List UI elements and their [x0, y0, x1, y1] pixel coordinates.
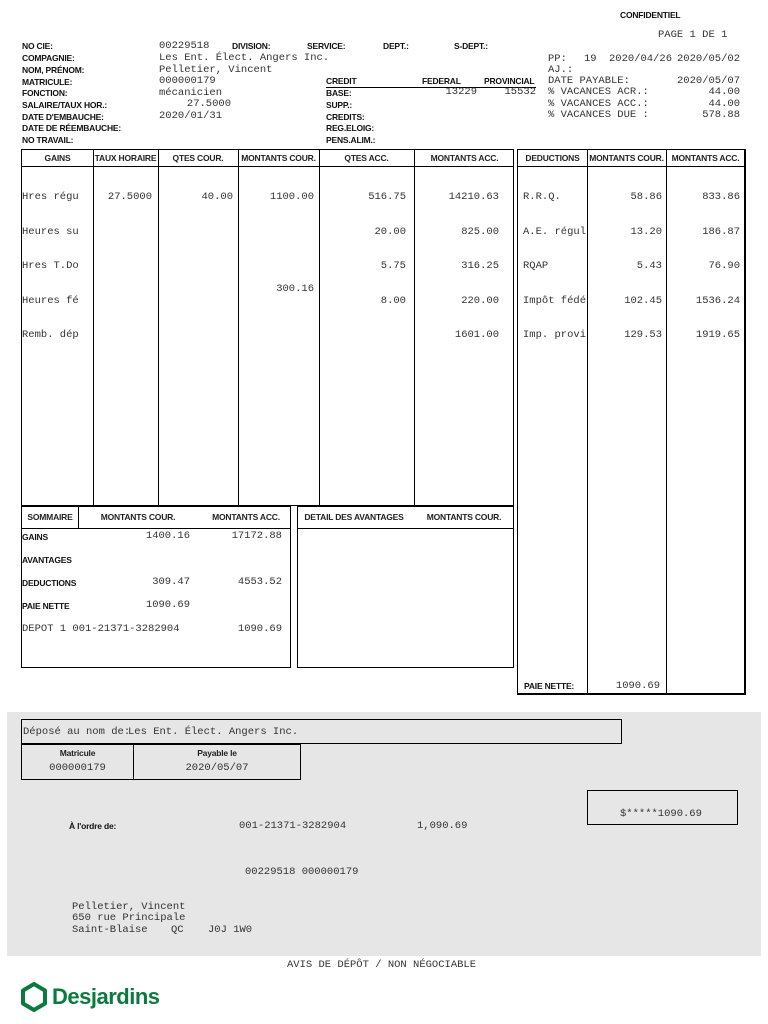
gains-row-montant: 1100.00: [269, 191, 314, 203]
addr-name: Pelletier, Vincent: [72, 901, 186, 913]
matricule-label: MATRICULE:: [22, 77, 73, 87]
pp-value: 19: [584, 53, 597, 65]
gains-header: GAINS: [44, 153, 71, 163]
no-cie-label: NO CIE:: [22, 41, 53, 51]
pens-alim-label: PENS.ALIM.:: [326, 135, 376, 145]
vac-acr-label: % VACANCES ACR.:: [548, 86, 649, 98]
salaire-label: SALAIRE/TAUX HOR.:: [22, 100, 108, 110]
taux-column: [94, 169, 152, 227]
base-provincial-value: 15532: [504, 86, 536, 98]
stub-payable-value: 2020/05/07: [185, 762, 249, 774]
deduction-row-acc: 76.90: [708, 260, 740, 272]
federal-label: FEDERAL: [422, 76, 461, 86]
montants-acc-header: MONTANTS ACC.: [430, 153, 499, 163]
ded-montants-acc-header: MONTANTS ACC.: [671, 153, 740, 163]
sommaire-header-divider: [22, 528, 290, 529]
micr-line: 00229518 000000179: [245, 866, 359, 878]
confidential-label: CONFIDENTIEL: [620, 10, 681, 20]
fonction-value: mécanicien: [159, 87, 223, 99]
amount-box: [587, 790, 738, 825]
pp-start: 2020/04/26: [609, 53, 673, 65]
division-label: DIVISION:: [232, 41, 271, 51]
deduction-row-acc: 1536.24: [695, 294, 740, 307]
depose-value: Les Ent. Élect. Angers Inc.: [128, 726, 299, 738]
sommaire-cour-header: MONTANTS COUR.: [100, 512, 176, 522]
deductions-names-column: [523, 169, 587, 365]
gains-row-montant-acc: 316.25: [461, 260, 499, 272]
compagnie-label: COMPAGNIE:: [22, 53, 75, 63]
deduction-row-name: R.R.Q.: [523, 191, 561, 203]
addr-postal: J0J 1W0: [208, 924, 253, 936]
deduction-row-name: A.E. régul: [523, 225, 587, 238]
deductions-paie-nette-value: 1090.69: [615, 680, 660, 692]
sdept-label: S-DEPT.:: [454, 41, 488, 51]
gains-row-montant-acc: 825.00: [461, 225, 499, 238]
service-label: SERVICE:: [307, 41, 346, 51]
avantages-table: [297, 506, 514, 668]
sommaire-deductions-cour: 309.47: [152, 576, 190, 588]
provincial-label: PROVINCIAL: [484, 76, 535, 86]
deductions-paie-nette-label: PAIE NETTE:: [524, 681, 575, 691]
sommaire-deductions-acc: 4553.52: [237, 576, 282, 588]
deduction-row-cour: 13.20: [630, 225, 662, 238]
fonction-label: FONCTION:: [22, 88, 68, 98]
montant-acc-column: [415, 169, 499, 365]
addr-street: 650 rue Principale: [72, 912, 186, 924]
ded-montants-cour-header: MONTANTS COUR.: [589, 153, 664, 163]
gains-row-qte-acc: 516.75: [368, 191, 406, 203]
gains-row-montant-acc: 1601.00: [454, 329, 499, 341]
sommaire-header: SOMMAIRE: [27, 512, 73, 522]
gains-row-montant: 300.16: [276, 283, 314, 295]
vac-acc-value: 44.00: [708, 98, 740, 110]
credit-label: CREDIT: [326, 76, 357, 86]
matricule-value: 000000179: [159, 75, 216, 87]
aj-label: AJ.:: [548, 64, 574, 76]
avantages-header-divider: [298, 528, 513, 529]
gains-row-qte: 40.00: [201, 191, 233, 203]
deduction-row-acc: 1919.65: [695, 329, 740, 341]
deductions-table: [517, 149, 746, 695]
gains-row-taux: 27.5000: [107, 191, 152, 203]
gains-row-montant-acc: 14210.63: [448, 191, 499, 203]
sommaire-avantages-label: AVANTAGES: [22, 555, 72, 565]
gains-row-qte-acc: 20.00: [374, 225, 406, 238]
stub-payable-label: Payable le: [197, 748, 237, 758]
depose-box: [21, 719, 622, 744]
deduction-row-cour: 58.86: [630, 191, 662, 203]
no-travail-label: NO TRAVAIL:: [22, 135, 74, 145]
matricule-payable-box: [21, 744, 301, 780]
page-total: 1: [721, 29, 728, 41]
nom-prenom-value: Pelletier, Vincent: [159, 64, 273, 76]
desjardins-brand-text: Desjardins: [52, 984, 160, 1009]
qte-acc-column: [320, 169, 406, 330]
stub-matricule-value: 000000179: [49, 762, 106, 774]
addr-prov: QC: [171, 924, 184, 936]
desjardins-logo: [20, 980, 160, 1014]
avis-label: AVIS DE DÉPÔT / NON NÉGOCIABLE: [287, 959, 477, 971]
taux-horaire-header: TAUX HORAIRE: [94, 153, 157, 163]
gains-row-qte-acc: 8.00: [380, 294, 406, 307]
gains-row-name: Heures fé: [22, 294, 79, 307]
qtes-cour-header: QTES COUR.: [172, 153, 224, 163]
date-payable-value: 2020/05/07: [676, 75, 740, 87]
base-label: BASE:: [326, 88, 352, 98]
page-number: 1: [689, 29, 696, 41]
deduction-row-acc: 833.86: [702, 191, 740, 203]
depose-label: Déposé au nom de:: [23, 726, 131, 738]
page-label: PAGE: [658, 29, 684, 41]
no-cie-value: 00229518: [159, 40, 210, 52]
deduction-row-name: RQAP: [523, 260, 549, 272]
gains-table: [21, 149, 514, 506]
addr-city: Saint-Blaise: [72, 924, 148, 936]
montants-cour-header: MONTANTS COUR.: [241, 153, 316, 163]
gains-row-name: Hres T.Do: [22, 260, 79, 272]
sommaire-paie-nette-label: PAIE NETTE: [22, 601, 70, 611]
deduction-row-cour: 102.45: [624, 294, 662, 307]
vac-due-label: % VACANCES DUE :: [548, 109, 649, 121]
qte-column: [159, 169, 233, 227]
gains-row-name: Heures su: [22, 225, 79, 238]
deductions-cour-column: [588, 169, 662, 365]
page-of: DE: [702, 29, 715, 41]
sommaire-depot-line: DEPOT 1 001-21371-3282904: [22, 623, 180, 635]
desjardins-hexagon-icon: [20, 982, 48, 1012]
sommaire-deductions-label: DEDUCTIONS: [22, 578, 77, 588]
date-embauche-value: 2020/01/31: [159, 110, 223, 122]
credits-label: CREDITS:: [326, 112, 365, 122]
sommaire-depot-amount: 1090.69: [237, 623, 282, 635]
date-embauche-label: DATE D'EMBAUCHE:: [22, 112, 104, 122]
reg-eloig-label: REG.ELOIG:: [326, 123, 375, 133]
sommaire-gains-cour: 1400.16: [145, 530, 190, 542]
deduction-row-name: Imp. provi: [523, 329, 587, 341]
compagnie-value: Les Ent. Élect. Angers Inc.: [159, 52, 330, 64]
vac-acr-value: 44.00: [708, 86, 740, 98]
amount-box-value: $*****1090.69: [620, 808, 702, 820]
sommaire-table: [21, 506, 291, 668]
vac-acc-label: % VACANCES ACC.:: [548, 98, 649, 110]
deductions-acc-column: [667, 169, 740, 365]
sommaire-acc-header: MONTANTS ACC.: [212, 512, 280, 522]
avantages-cour-header: MONTANTS COUR.: [426, 512, 502, 522]
gains-header-divider: [22, 166, 513, 167]
page-indicator: [658, 29, 727, 41]
pp-label: PP:: [548, 53, 567, 65]
stub-account: 001-21371-3282904: [239, 820, 347, 832]
avantages-header: DETAIL DES AVANTAGES: [304, 512, 404, 522]
stub-amount: 1,090.69: [417, 820, 468, 832]
gains-row-qte-acc: 5.75: [380, 260, 406, 272]
sommaire-gains-label: GAINS: [22, 532, 48, 542]
stub-matricule-label: Matricule: [59, 748, 96, 758]
gains-names-column: [22, 169, 92, 365]
vac-due-value: 578.88: [702, 109, 740, 121]
nom-prenom-label: NOM, PRÉNOM:: [22, 65, 85, 75]
ordre-label: À l'ordre de:: [69, 821, 117, 831]
gains-row-name: Remb. dép: [22, 329, 79, 341]
sommaire-gains-acc: 17172.88: [231, 530, 282, 542]
deduction-row-cour: 129.53: [624, 329, 662, 341]
dept-label: DEPT.:: [383, 41, 409, 51]
gains-row-montant-acc: 220.00: [461, 294, 499, 307]
deductions-header-divider: [518, 166, 744, 167]
qtes-acc-header: QTES ACC.: [344, 153, 389, 163]
supp-label: SUPP.:: [326, 100, 353, 110]
deduction-row-name: Impôt fédé: [523, 294, 587, 307]
date-reembauche-label: DATE DE RÉEMBAUCHE:: [22, 123, 121, 133]
deductions-header: DEDUCTIONS: [525, 153, 580, 163]
deduction-row-acc: 186.87: [702, 225, 740, 238]
salaire-value: 27.5000: [186, 98, 231, 110]
base-federal-value: 13229: [445, 86, 477, 98]
date-payable-label: DATE PAYABLE:: [548, 75, 630, 87]
deduction-row-cour: 5.43: [636, 260, 662, 272]
sommaire-paie-nette-value: 1090.69: [145, 599, 190, 611]
montant-column: [239, 169, 314, 319]
gains-row-name: Hres régu: [22, 191, 79, 203]
pp-end: 2020/05/02: [677, 53, 741, 65]
